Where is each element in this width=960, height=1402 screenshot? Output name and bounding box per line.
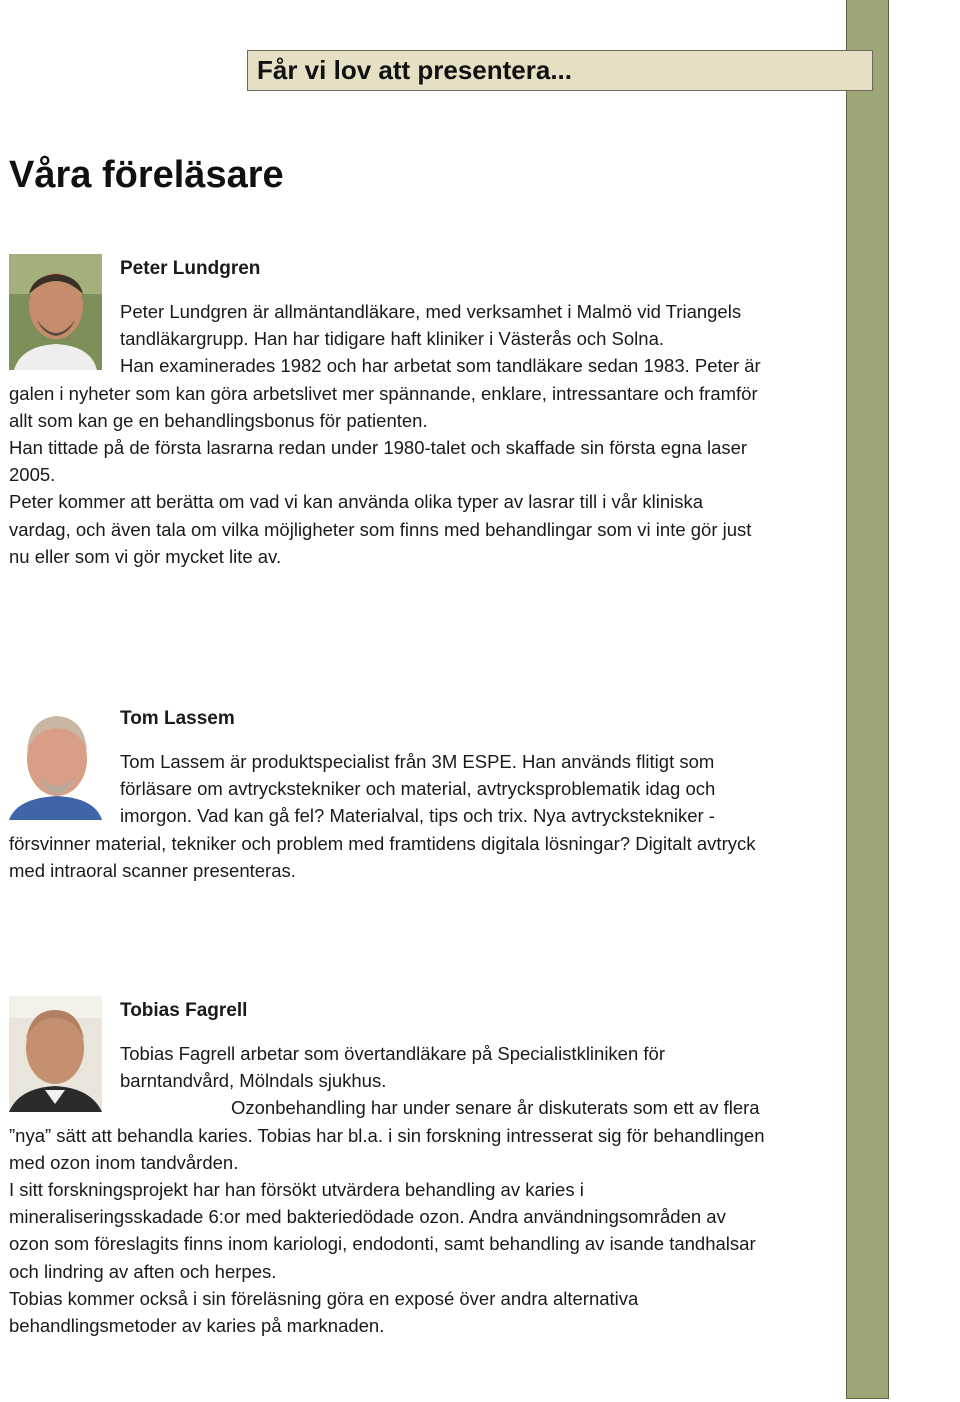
speaker-name: Tobias Fagrell [120,1000,248,1021]
speaker-photo [9,254,102,370]
speaker-photo [9,704,102,820]
bio-paragraph: Ozonbehandling har under senare år diskuterats som ett av flera ”nya” sätt att behandla karies. Tobias har bl.a. i sin forskning intresserat sig för behandlingen med ozon inom tandvården. [9,1097,765,1173]
speaker-bio [9,1040,769,1339]
speaker-name: Peter Lundgren [120,258,261,279]
bio-paragraph: Tobias kommer också i sin föreläsning göra en exposé över andra alternativa behandlingsmetoder av karies på marknaden. [9,1287,639,1337]
bio-paragraph: Peter kommer att berätta om vad vi kan använda olika typer av lasrar till i vår kliniska vardag, och även tala om vilka möjligheter som finns med behandlingar som vi inte gör just nu eller som vi gör mycket lite av. [9,491,752,567]
bio-paragraph: Tom Lassem är produktspecialist från 3M ESPE. Han används flitigt som förläsare om avtryckstekniker och material, avtrycksproblematik idag och imorgon. Vad kan gå fel? Materialval, tips och trix. Nya avtryckstekniker - försvinner material, tekniker och problem med framtidens digitala lösningar? Digitalt avtryck med intraoral scanner presenteras. [9,751,756,881]
speaker-tobias-fagrell [9,996,769,1339]
page-title: Våra föreläsare [9,154,284,196]
speaker-photo [9,996,102,1112]
bio-paragraph: Peter Lundgren är allmäntandläkare, med verksamhet i Malmö vid Triangels tandläkargrupp. Han har tidigare haft kliniker i Västerås och Solna. [120,301,742,350]
section-banner: Får vi lov att presentera... [247,50,873,91]
speaker-bio [9,748,769,884]
bio-paragraph: Han examinerades 1982 och har arbetat som tandläkare sedan 1983. Peter är galen i nyheter som kan göra arbetslivet mer spännande, enklare, intressantare och framför allt som kan ge en behandlingsbonus för patienten. [9,355,761,431]
speaker-peter-lundgren [9,254,769,570]
speaker-bio [9,298,769,570]
side-decorative-bar [846,0,889,1399]
bio-paragraph: Han tittade på de första lasrarna redan under 1980-talet och skaffade sin första egna laser 2005. [9,437,748,486]
speaker-tom-lassem [9,704,769,884]
bio-paragraph: Tobias Fagrell arbetar som övertandläkare på Specialistkliniken för barntandvård, Mölndals sjukhus. [120,1043,665,1092]
speaker-name: Tom Lassem [120,708,235,729]
bio-paragraph: I sitt forskningsprojekt har han försökt utvärdera behandling av karies i mineraliseringsskadade 6:or med bakteriedödade ozon. Andra användningsområden av ozon som föreslagits finns inom kariologi, endodonti, samt behandling av isande tandhalsar och lindring av aften och herpes. [9,1179,756,1282]
